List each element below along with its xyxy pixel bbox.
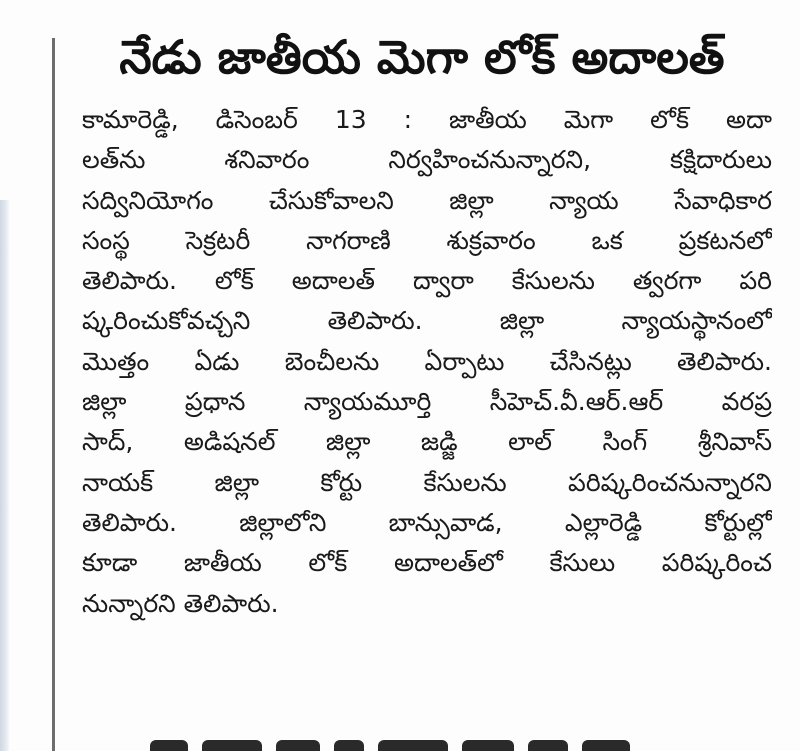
article-line: నాయక్ జిల్లా కోర్టు కేసులను పరిష్కరించనున్నారని (82, 467, 772, 497)
article-line: జిల్లా ప్రధాన న్యాయమూర్తి సీహెచ్.వీ.ఆర్.ఆర్ వరప్ర (82, 387, 772, 417)
article-line: సంస్థ సెక్రటరీ నాగరాణి శుక్రవారం ఒక ప్రకటనలో (82, 225, 772, 255)
adjacent-column-edge (0, 200, 10, 751)
article-line: కూడా జాతీయ లోక్ అదాలత్‌లో కేసులు పరిష్కరించ (82, 548, 772, 578)
article-line: తెలిపారు. లోక్ అదాలత్ ద్వారా కేసులను త్వరగా పరి (82, 266, 772, 296)
article-line: నున్నారని తెలిపారు. (82, 588, 279, 618)
article-line: సాద్, అడిషనల్ జిల్లా జడ్జి లాల్ సింగ్ శ్రీనివాస్ (82, 427, 772, 457)
next-headline-cutoff (150, 738, 670, 751)
article-body (82, 100, 772, 624)
article-line: లత్‌ను శనివారం నిర్వహించనున్నారని, కక్షిదారులు (82, 145, 772, 175)
article-line: కామారెడ్డి, డిసెంబర్ 13 : జాతీయ మెగా లోక్ అదా (82, 105, 772, 134)
article-line: తెలిపారు. జిల్లాలోని బాన్సువాడ, ఎల్లారెడ్డి కోర్టుల్లో (82, 507, 772, 537)
article-line: ష్కరించుకోవచ్చని తెలిపారు. జిల్లా న్యాయస్థానంలో (82, 306, 772, 336)
article-line: మొత్తం ఏడు బెంచీలను ఏర్పాటు చేసినట్లు తెలిపారు. (82, 346, 772, 376)
article-headline: నేడు జాతీయ మెగా లోక్ అదాలత్ (119, 30, 725, 84)
article-line: సద్వినియోగం చేసుకోవాలని జిల్లా న్యాయ సేవాధికార (82, 185, 772, 215)
column-divider-rule (52, 38, 55, 751)
